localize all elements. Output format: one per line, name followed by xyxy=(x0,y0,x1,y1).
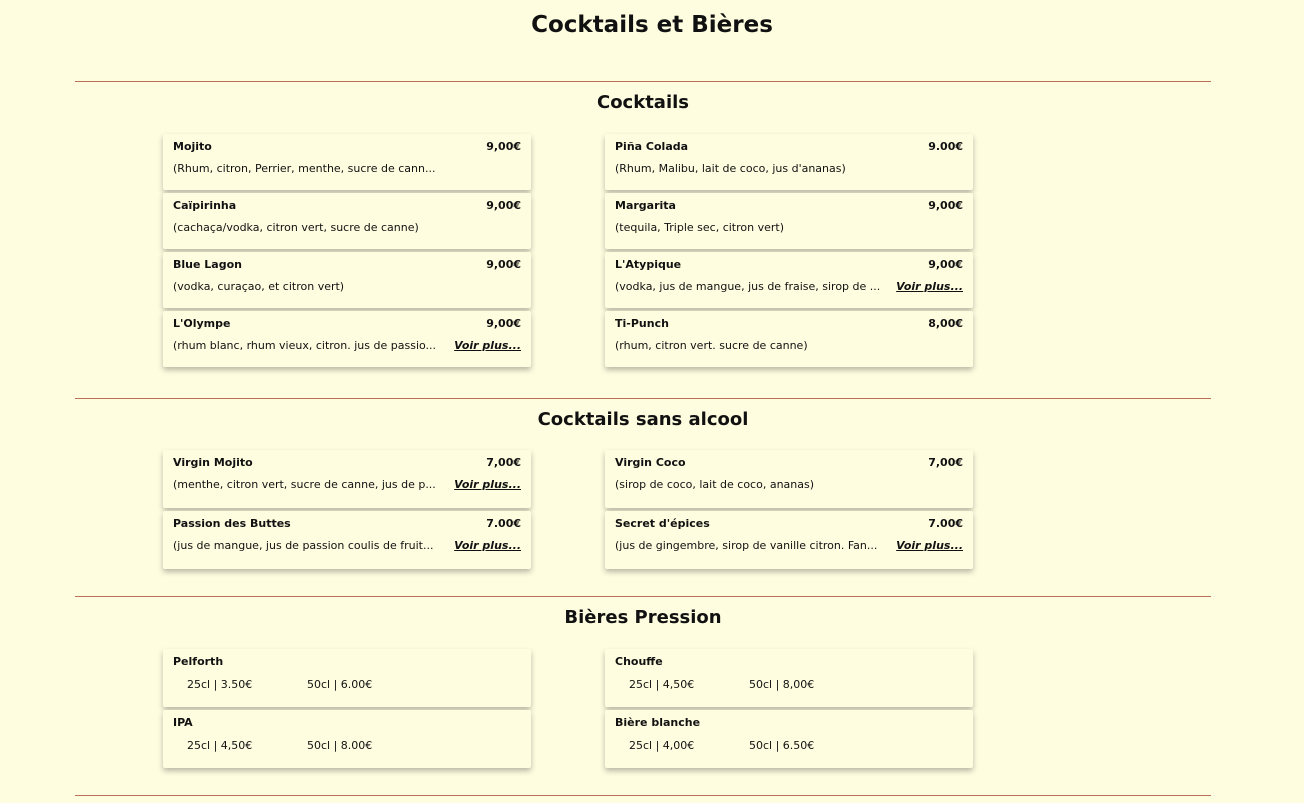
item-description: (sirop de coco, lait de coco, ananas) xyxy=(615,478,815,491)
item-name: Secret d'épices xyxy=(615,517,710,530)
section-bieres-pression xyxy=(75,596,1211,629)
item-name: Virgin Mojito xyxy=(173,456,253,469)
item-price: 9,00€ xyxy=(486,258,521,271)
beers-grid xyxy=(163,649,973,768)
item-description: (vodka, curaçao, et citron vert) xyxy=(173,280,345,293)
item-price: 7.00€ xyxy=(486,517,521,530)
section-title: Cocktails sans alcool xyxy=(537,409,749,430)
bottom-divider xyxy=(75,795,1211,796)
menu-item-card xyxy=(605,193,973,249)
voir-plus-link[interactable]: Voir plus... xyxy=(454,478,521,491)
item-price: 7,00€ xyxy=(928,456,963,469)
menu-item-card xyxy=(163,450,531,508)
item-name: L'Atypique xyxy=(615,258,682,271)
section-cocktails-sans-alcool xyxy=(75,398,1211,431)
section-title: Cocktails xyxy=(596,92,690,113)
item-description: (menthe, citron vert, sucre de canne, jus de p... xyxy=(173,478,436,491)
item-price: 9,00€ xyxy=(928,258,963,271)
beer-card xyxy=(163,710,531,768)
menu-item-card xyxy=(605,252,973,308)
voir-plus-link[interactable]: Voir plus... xyxy=(454,539,521,552)
item-description: (vodka, jus de mangue, jus de fraise, sirop de ... xyxy=(615,280,881,293)
item-name: L'Olympe xyxy=(173,317,231,330)
item-name: IPA xyxy=(173,716,193,729)
page-title: Cocktails et Bières xyxy=(531,12,773,38)
item-name: Virgin Coco xyxy=(615,456,686,469)
menu-item-card xyxy=(605,450,973,508)
item-price: 7.00€ xyxy=(928,517,963,530)
menu-item-card xyxy=(163,311,531,367)
item-price: 9.00€ xyxy=(928,140,963,153)
item-name: Passion des Buttes xyxy=(173,517,291,530)
item-name: Margarita xyxy=(615,199,676,212)
price-25cl: 25cl | 4,50€ xyxy=(187,739,253,752)
item-description: (Rhum, Malibu, lait de coco, jus d'ananas) xyxy=(615,162,846,175)
menu-item-card xyxy=(163,193,531,249)
item-description: (rhum, citron vert. sucre de canne) xyxy=(615,339,808,352)
price-25cl: 25cl | 4,00€ xyxy=(629,739,695,752)
price-50cl: 50cl | 6.00€ xyxy=(307,678,373,691)
price-50cl: 50cl | 8.00€ xyxy=(307,739,373,752)
price-25cl: 25cl | 3.50€ xyxy=(187,678,253,691)
item-name: Caïpirinha xyxy=(173,199,237,212)
beer-card xyxy=(605,649,973,707)
item-description: (tequila, Triple sec, citron vert) xyxy=(615,221,784,234)
voir-plus-link[interactable]: Voir plus... xyxy=(896,280,963,293)
menu-item-card xyxy=(163,252,531,308)
menu-item-card xyxy=(605,311,973,367)
mocktails-grid xyxy=(163,450,973,569)
item-name: Pelforth xyxy=(173,655,224,668)
menu-item-card xyxy=(605,511,973,569)
item-name: Ti-Punch xyxy=(615,317,669,330)
section-cocktails xyxy=(75,81,1211,114)
item-description: (Rhum, citron, Perrier, menthe, sucre de cann... xyxy=(173,162,436,175)
item-price: 9,00€ xyxy=(486,199,521,212)
voir-plus-link[interactable]: Voir plus... xyxy=(896,539,963,552)
menu-item-card xyxy=(163,511,531,569)
beer-card xyxy=(605,710,973,768)
item-price: 9,00€ xyxy=(486,140,521,153)
price-50cl: 50cl | 8,00€ xyxy=(749,678,815,691)
beer-card xyxy=(163,649,531,707)
item-name: Chouffe xyxy=(615,655,663,668)
price-25cl: 25cl | 4,50€ xyxy=(629,678,695,691)
item-name: Bière blanche xyxy=(615,716,701,729)
item-description: (jus de mangue, jus de passion coulis de fruit... xyxy=(173,539,434,552)
item-description: (jus de gingembre, sirop de vanille citron. Fan... xyxy=(615,539,878,552)
item-name: Mojito xyxy=(173,140,212,153)
cocktails-grid xyxy=(163,134,973,367)
voir-plus-link[interactable]: Voir plus... xyxy=(454,339,521,352)
price-50cl: 50cl | 6.50€ xyxy=(749,739,815,752)
item-price: 8,00€ xyxy=(928,317,963,330)
menu-item-card xyxy=(605,134,973,190)
section-title: Bières Pression xyxy=(564,607,722,628)
item-name: Blue Lagon xyxy=(173,258,242,271)
item-price: 9,00€ xyxy=(486,317,521,330)
item-name: Piña Colada xyxy=(615,140,689,153)
item-price: 7,00€ xyxy=(486,456,521,469)
item-description: (cachaça/vodka, citron vert, sucre de canne) xyxy=(173,221,419,234)
item-price: 9,00€ xyxy=(928,199,963,212)
item-description: (rhum blanc, rhum vieux, citron. jus de passio... xyxy=(173,339,437,352)
menu-item-card xyxy=(163,134,531,190)
